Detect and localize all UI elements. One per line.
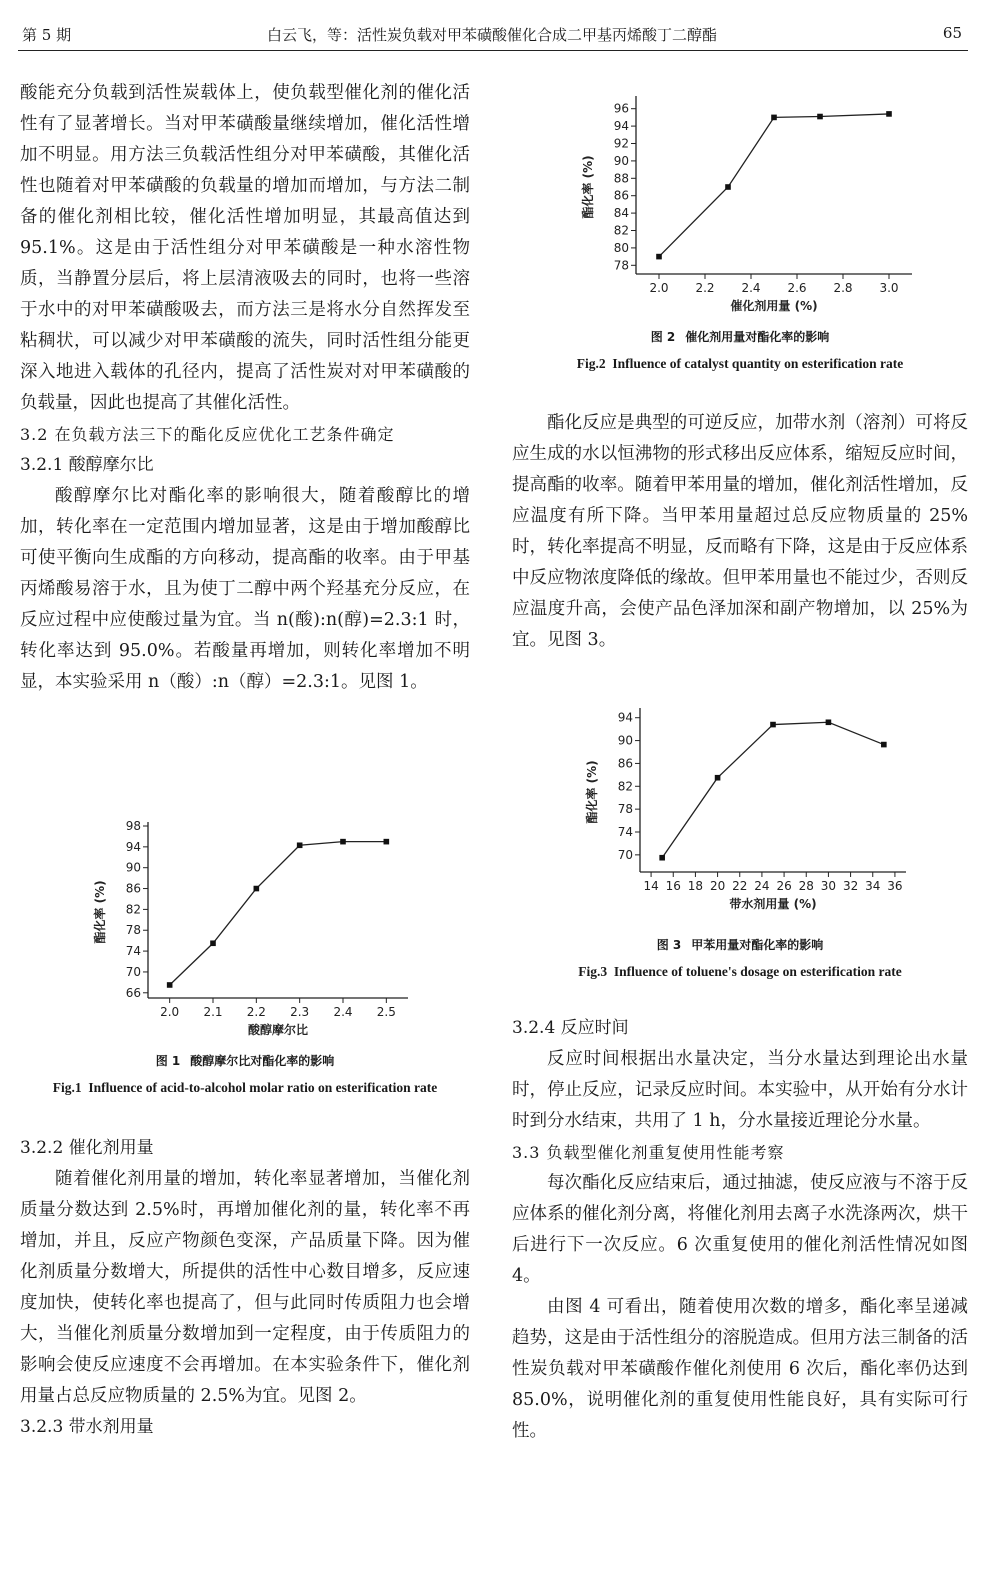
y-tick-label: 84 — [613, 206, 629, 221]
chart-fig1 — [20, 808, 470, 1048]
paragraph: 每次酯化反应结束后，通过抽滤，使反应液与不溶于反应体系的催化剂分离，将催化剂用去离子水洗涤两次，烘干后进行下一次反应。6 次重复使用的催化剂活性情况如图 4。 — [512, 1173, 968, 1286]
paragraph: 酸能充分负载到活性炭载体上，使负载型催化剂的催化活性有了显著增长。当对甲苯磺酸量继续增加，催化活性增加不明显。用方法三负载活性组分对甲苯磺酸，其催化活性也随着对甲苯磺酸的负载量的增加而增加，与方法二制备的催化剂相比较，催化活性增加明显，其最高值达到 95.1%。这是由于活性组分对甲苯磺酸是一种水溶性物质，当静置分层后，将上层清液吸去的同时，也将一些溶于水中的对甲苯磺酸吸去，而方法三是将水分自然挥发至粘稠状，可以减少对甲苯磺酸的流失，同时活性组分能更深入地进入载体的孔径内，提高了活性炭对对甲苯磺酸的负载量，因此也提高了其催化活性。 — [20, 83, 470, 413]
figure-title-cn: 甲苯用量对酯化率的影响 — [691, 938, 824, 952]
x-tick-label: 30 — [820, 879, 837, 893]
data-point — [817, 114, 823, 120]
running-header — [22, 24, 962, 48]
issue-number: 第 5 期 — [22, 26, 72, 44]
series-line — [170, 842, 387, 985]
figure-caption-cn — [20, 1052, 470, 1070]
data-point — [167, 982, 173, 988]
y-tick-label: 66 — [125, 985, 141, 1000]
y-axis-title: 酯化率 (%) — [93, 880, 107, 944]
y-tick-label: 92 — [613, 136, 629, 151]
page-number: 65 — [942, 24, 962, 42]
data-point — [725, 184, 731, 190]
left-column-lower — [20, 1133, 470, 1443]
x-tick-label: 2.0 — [160, 1005, 180, 1019]
x-tick-label: 2.3 — [290, 1005, 310, 1019]
x-tick-label: 16 — [665, 879, 681, 893]
figure-caption-cn — [512, 936, 968, 954]
figure-caption-cn — [512, 328, 968, 346]
figure-3 — [512, 696, 968, 982]
data-point — [770, 722, 776, 728]
x-axis-title: 催化剂用量 (%) — [730, 299, 818, 313]
figure-number-cn: 图 2 — [650, 330, 676, 344]
figure-1 — [20, 808, 470, 1098]
x-tick-label: 34 — [865, 879, 881, 893]
figure-caption-en — [512, 354, 968, 374]
x-tick-label: 2.0 — [649, 281, 669, 295]
y-tick-label: 78 — [617, 802, 633, 817]
figure-title-cn: 酸醇摩尔比对酯化率的影响 — [190, 1054, 335, 1068]
figure-title-en: Influence of toluene's dosage on esterification rate — [613, 964, 902, 979]
section-heading-3-2-4: 3.2.4 反应时间 — [512, 1018, 629, 1038]
x-tick-label: 14 — [643, 879, 659, 893]
data-point — [254, 886, 260, 892]
right-column-lower — [512, 1013, 968, 1447]
x-axis-title: 带水剂用量 (%) — [729, 897, 817, 911]
paragraph: 由图 4 可看出，随着使用次数的增多，酯化率呈递减趋势，这是由于活性组分的溶脱造成。但用方法三制备的活性炭负载对甲苯磺酸作催化剂使用 6 次后，酯化率仍达到 85.0%，说明催化剂的重复使用性能良好，具有实际可行性。 — [512, 1297, 968, 1441]
x-tick-label: 3.0 — [879, 281, 899, 295]
y-tick-label: 90 — [125, 860, 141, 875]
data-point — [826, 719, 832, 725]
data-point — [210, 940, 216, 946]
y-tick-label: 86 — [617, 756, 633, 771]
x-tick-label: 20 — [709, 879, 726, 893]
figure-title-en: Influence of acid-to-alcohol molar ratio on esterification rate — [88, 1080, 438, 1095]
data-point — [715, 775, 721, 781]
y-tick-label: 90 — [617, 733, 633, 748]
series-line — [662, 722, 884, 857]
y-tick-label: 98 — [125, 819, 141, 833]
data-point — [659, 855, 665, 861]
y-tick-label: 94 — [613, 119, 629, 134]
y-tick-label: 78 — [125, 923, 141, 938]
right-column — [512, 408, 968, 656]
figure-title-cn: 催化剂用量对酯化率的影响 — [685, 330, 830, 344]
data-point — [886, 111, 892, 117]
figure-2 — [512, 88, 968, 374]
x-tick-label: 32 — [842, 879, 859, 893]
section-heading-3-2-3: 3.2.3 带水剂用量 — [20, 1417, 154, 1437]
x-tick-label: 2.1 — [203, 1005, 223, 1019]
y-tick-label: 94 — [125, 839, 141, 854]
x-tick-label: 2.4 — [333, 1005, 353, 1019]
series-line — [659, 114, 889, 257]
x-tick-label: 2.6 — [787, 281, 807, 295]
paragraph: 反应时间根据出水量决定，当分水量达到理论出水量时，停止反应，记录反应时间。本实验中，从开始有分水计时到分水结束，共用了 1 h，分水量接近理论分水量。 — [512, 1049, 968, 1131]
y-axis-title: 酯化率 (%) — [581, 155, 595, 219]
x-tick-label: 2.5 — [376, 1005, 396, 1019]
x-tick-label: 28 — [798, 879, 814, 893]
section-heading-3-2-1: 3.2.1 酸醇摩尔比 — [20, 455, 154, 475]
x-tick-label: 2.4 — [741, 281, 761, 295]
y-tick-label: 70 — [617, 847, 633, 862]
y-tick-label: 82 — [617, 779, 633, 794]
section-heading-3-3: 3.3 负载型催化剂重复使用性能考察 — [512, 1143, 785, 1162]
left-column — [20, 78, 470, 698]
figure-caption-en — [20, 1078, 470, 1098]
data-point — [656, 254, 662, 260]
figure-number-cn: 图 3 — [656, 938, 682, 952]
data-point — [297, 842, 303, 848]
y-tick-label: 82 — [613, 223, 629, 238]
data-point — [340, 839, 346, 845]
y-tick-label: 70 — [125, 964, 141, 979]
paragraph: 酸醇摩尔比对酯化率的影响很大，随着酸醇比的增加，转化率在一定范围内增加显著，这是由于增加酸醇比可使平衡向生成酯的方向移动，提高酯的收率。由于甲基丙烯酸易溶于水，且为使丁二醇中两个羟基充分反应，在反应过程中应使酸过量为宜。当 n(酸):n(醇)=2.3:1 时，转化率达到 95.0%。若酸量再增加，则转化率增加不明显，本实验采用 n（酸）:n（醇）=2.3:1。见图 1。 — [20, 486, 470, 692]
figure-caption-en — [512, 962, 968, 982]
figure-title-en: Influence of catalyst quantity on esterification rate — [612, 356, 904, 371]
section-heading-3-2-2: 3.2.2 催化剂用量 — [20, 1138, 154, 1158]
x-tick-label: 2.8 — [833, 281, 853, 295]
y-tick-label: 88 — [613, 171, 629, 186]
y-tick-label: 78 — [613, 258, 629, 273]
data-point — [384, 839, 390, 845]
x-tick-label: 36 — [887, 879, 903, 893]
data-point — [881, 742, 887, 748]
chart-fig3 — [512, 696, 968, 932]
y-axis-title: 酯化率 (%) — [585, 760, 599, 824]
section-heading-3-2: 3.2 在负载方法三下的酯化反应优化工艺条件确定 — [20, 425, 395, 444]
figure-number-en: Fig.3 — [578, 964, 608, 979]
y-tick-label: 90 — [613, 153, 629, 168]
y-tick-label: 86 — [125, 881, 141, 896]
x-tick-label: 2.2 — [246, 1005, 266, 1019]
y-tick-label: 94 — [617, 710, 633, 725]
x-tick-label: 2.2 — [695, 281, 715, 295]
paragraph: 酯化反应是典型的可逆反应，加带水剂（溶剂）可将反应生成的水以恒沸物的形式移出反应体系，缩短反应时间，提高酯的收率。随着甲苯用量的增加，催化剂活性增加，反应温度有所下降。当甲苯用量超过总反应物质量的 25%时，转化率提高不明显，反而略有下降，这是由于反应体系中反应物浓度降低的缘故。但甲苯用量也不能过少，否则反应温度升高，会使产品色泽加深和副产物增加，以 25%为宜。见图 3。 — [512, 413, 968, 650]
figure-number-en: Fig.1 — [52, 1080, 82, 1095]
running-title: 白云飞，等：活性炭负载对甲苯磺酸催化合成二甲基丙烯酸丁二醇酯 — [266, 26, 717, 44]
figure-number-cn: 图 1 — [155, 1054, 181, 1068]
x-tick-label: 22 — [732, 879, 748, 893]
y-tick-label: 86 — [613, 188, 629, 203]
x-axis-title: 酸醇摩尔比 — [247, 1023, 309, 1037]
x-tick-label: 24 — [754, 879, 770, 893]
x-tick-label: 18 — [687, 879, 704, 893]
header-rule — [18, 50, 968, 51]
y-tick-label: 96 — [613, 101, 629, 116]
data-point — [771, 115, 777, 121]
chart-fig2 — [512, 88, 968, 326]
y-tick-label: 80 — [613, 240, 629, 255]
paragraph: 随着催化剂用量的增加，转化率显著增加，当催化剂质量分数达到 2.5%时，再增加催化剂的量，转化率不再增加，并且，反应产物颜色变深，产品质量下降。因为催化剂质量分数增大，所提供的活性中心数目增多，反应速度加快，使转化率也提高了，但与此同时传质阻力也会增大，当催化剂质量分数增加到一定程度，由于传质阻力的影响会使反应速度不会再增加。在本实验条件下，催化剂用量占总反应物质量的 2.5%为宜。见图 2。 — [20, 1169, 470, 1406]
y-tick-label: 74 — [617, 825, 633, 839]
y-tick-label: 74 — [125, 944, 141, 959]
figure-number-en: Fig.2 — [576, 356, 606, 371]
y-tick-label: 82 — [125, 902, 141, 917]
x-tick-label: 26 — [776, 879, 792, 893]
